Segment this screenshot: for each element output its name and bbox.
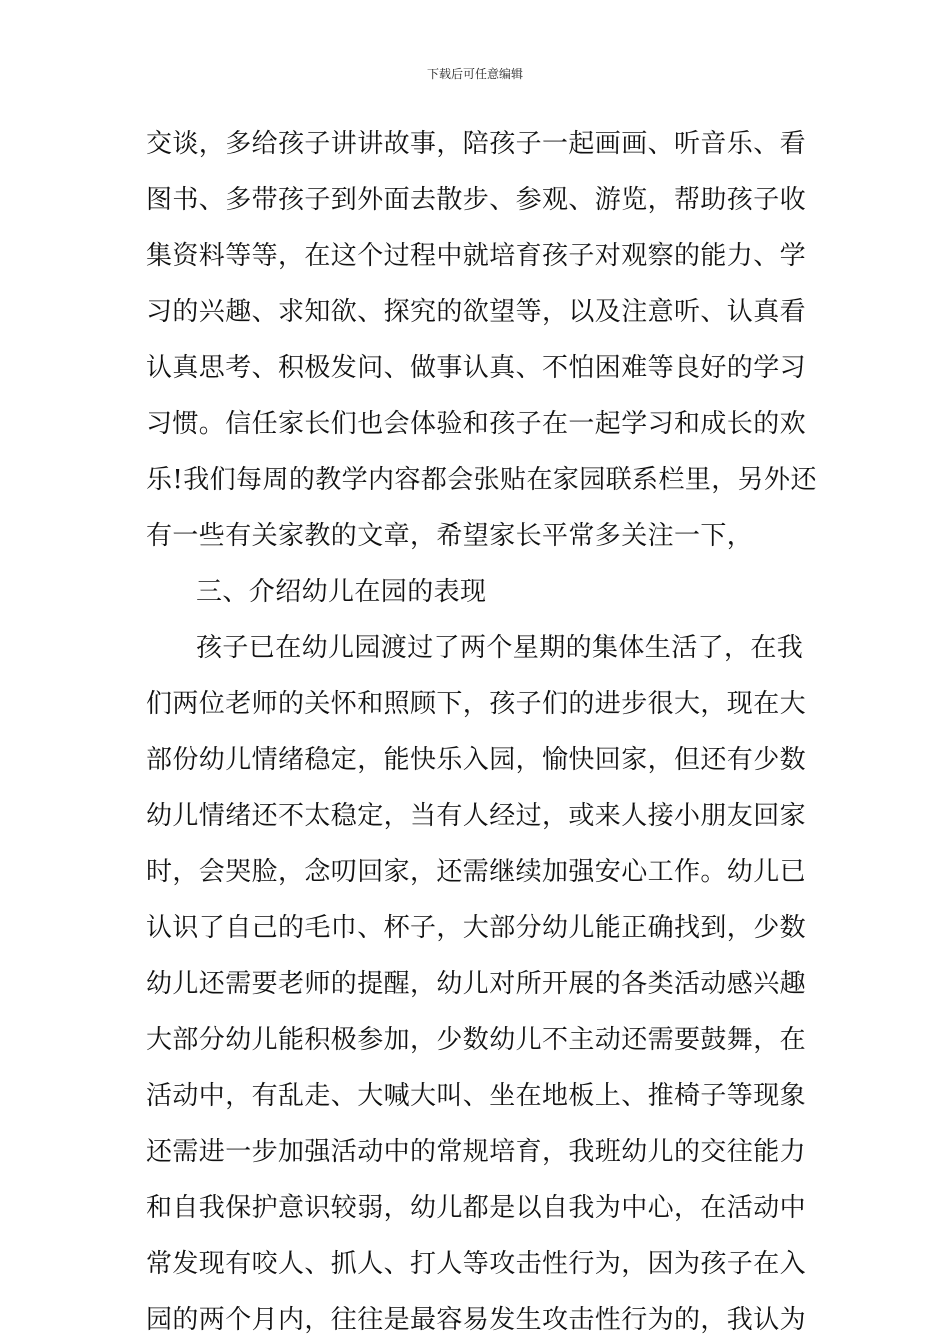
body-line: 幼儿情绪还不太稳定，当有人经过，或来人接小朋友回家 [146,801,807,831]
body-line: 活动中，有乱走、大喊大叫、坐在地板上、推椅子等现象 [146,1081,807,1111]
body-line: 们两位老师的关怀和照顾下，孩子们的进步很大，现在大 [146,689,807,719]
body-line: 交谈，多给孩子讲讲故事，陪孩子一起画画、听音乐、看 [146,129,807,159]
page-header: 下载后可任意编辑 [426,67,523,81]
body-line: 还需进一步加强活动中的常规培育，我班幼儿的交往能力 [146,1137,807,1167]
body-line: 认识了自己的毛巾、杯子，大部分幼儿能正确找到，少数 [146,913,807,943]
body-line: 孩子已在幼儿园渡过了两个星期的集体生活了，在我 [196,633,804,663]
body-line: 集资料等等，在这个过程中就培育孩子对观察的能力、学 [146,241,807,271]
body-line: 图书、多带孩子到外面去散步、参观、游览，帮助孩子收 [146,185,807,215]
body-line: 习惯。信任家长们也会体验和孩子在一起学习和成长的欢 [146,409,807,439]
body-line: 幼儿还需要老师的提醒，幼儿对所开展的各类活动感兴趣 [146,969,807,999]
body-line: 大部分幼儿能积极参加，少数幼儿不主动还需要鼓舞，在 [146,1025,807,1055]
body-line: 部份幼儿情绪稳定，能快乐入园，愉快回家，但还有少数 [146,745,807,775]
body-line: 和自我保护意识较弱，幼儿都是以自我为中心，在活动中 [146,1193,807,1223]
body-line: 乐!我们每周的教学内容都会张贴在家园联系栏里，另外还 [146,465,817,495]
body-line: 习的兴趣、求知欲、探究的欲望等，以及注意听、认真看 [146,297,807,327]
body-line: 园的两个月内，往往是最容易发生攻击性行为的，我认为 [146,1305,807,1335]
body-line: 时，会哭脸，念叨回家，还需继续加强安心工作。幼儿已 [146,857,807,887]
body-line: 有一些有关家教的文章，希望家长平常多关注一下， [146,521,754,551]
body-line: 认真思考、积极发问、做事认真、不怕困难等良好的学习 [146,353,807,383]
section-heading: 三、介绍幼儿在园的表现 [196,577,487,607]
body-line: 常发现有咬人、抓人、打人等攻击性行为，因为孩子在入 [146,1249,807,1279]
